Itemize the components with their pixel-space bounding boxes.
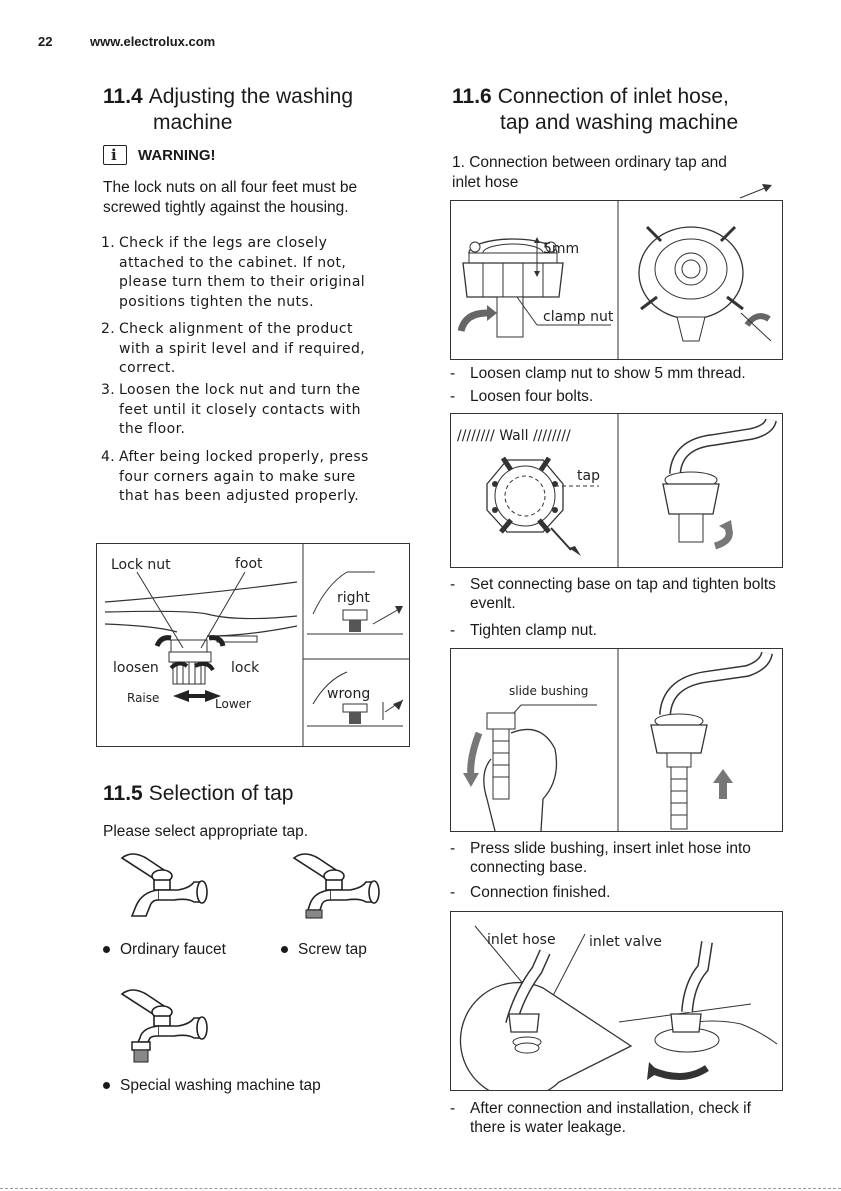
- lower-label: Lower: [215, 697, 251, 711]
- slide-bushing-label: slide bushing: [509, 684, 589, 698]
- tap-option-screw: Screw tap: [281, 941, 367, 959]
- right-label: right: [337, 590, 370, 606]
- pointer-arrow-icon: [738, 182, 774, 200]
- fig1-step-1: - Loosen clamp nut to show 5 mm thread.: [450, 365, 746, 382]
- connection-subtitle-line2: inlet hose: [452, 174, 519, 191]
- section-11-6-title: 11.6 Connection of inlet hose,: [452, 85, 729, 108]
- adjust-step-4: 4. After being locked properly, press four corners again to make sure that has been adjusted properly.: [101, 449, 369, 504]
- fig3-step-2: - Connection finished.: [450, 884, 611, 901]
- fig1-step-2: - Loosen four bolts.: [450, 388, 594, 405]
- ordinary-faucet-icon: [118, 848, 210, 925]
- section-11-4-title-line2: machine: [153, 111, 233, 134]
- inlet-valve-label: inlet valve: [589, 934, 662, 950]
- foot-label: foot: [235, 556, 263, 572]
- section-11-5-title: 11.5 Selection of tap: [103, 782, 294, 805]
- loosen-label: loosen: [113, 660, 159, 676]
- page-number: 22: [38, 34, 53, 49]
- tap-option-ordinary: Ordinary faucet: [103, 941, 226, 959]
- feet-adjustment-figure: [96, 543, 410, 747]
- raise-label: Raise: [127, 691, 160, 705]
- clamp-nut-figure: [450, 200, 783, 360]
- website-link[interactable]: www.electrolux.com: [90, 34, 216, 49]
- tap-option-special: Special washing machine tap: [103, 1077, 321, 1095]
- section-11-4-title: 11.4 Adjusting the washing: [103, 85, 354, 108]
- five-mm-label: 5mm: [543, 241, 580, 257]
- tap-selection-intro: Please select appropriate tap.: [103, 823, 309, 840]
- lock-nut-label: Lock nut: [111, 557, 171, 573]
- inlet-hose-label: inlet hose: [487, 932, 556, 948]
- fig4-step-1: - After connection and installation, check if there is water leakage.: [450, 1100, 751, 1136]
- info-icon: [103, 145, 127, 165]
- warning-text-line1: The lock nuts on all four feet must be: [103, 179, 358, 196]
- adjust-step-1: 1. Check if the legs are closely attached to the cabinet. If not, please turn them to their original positions tighten the nuts.: [101, 235, 366, 310]
- section-11-6-title-line2: tap and washing machine: [500, 111, 739, 134]
- tap-label: tap: [577, 468, 600, 484]
- lock-label: lock: [231, 660, 260, 676]
- warning-text-line2: screwed tightly against the housing.: [103, 199, 349, 216]
- wall-tap-figure: [450, 413, 783, 568]
- screw-tap-icon: [290, 848, 382, 925]
- adjust-step-2: 2. Check alignment of the product with a spirit level and if required, correct.: [101, 321, 366, 376]
- wrong-label: wrong: [327, 686, 371, 702]
- clamp-nut-label: clamp nut: [543, 309, 614, 325]
- connection-subtitle-line1: 1. Connection between ordinary tap and: [452, 154, 727, 171]
- adjust-step-3: 3. Loosen the lock nut and turn the feet until it closely contacts with the floor.: [101, 382, 361, 437]
- fig2-step-2: - Tighten clamp nut.: [450, 622, 597, 639]
- special-tap-icon: [118, 984, 210, 1073]
- svg-text:i: i: [111, 146, 117, 163]
- fig2-step-1: - Set connecting base on tap and tighten bolts evenlt.: [450, 576, 776, 612]
- inlet-valve-figure: [450, 911, 783, 1091]
- warning-label: WARNING!: [138, 147, 216, 164]
- wall-label: //////// Wall ////////: [457, 428, 571, 444]
- fig3-step-1: - Press slide bushing, insert inlet hose into connecting base.: [450, 840, 751, 876]
- footer-divider: [0, 1188, 841, 1189]
- slide-bushing-figure: [450, 648, 783, 832]
